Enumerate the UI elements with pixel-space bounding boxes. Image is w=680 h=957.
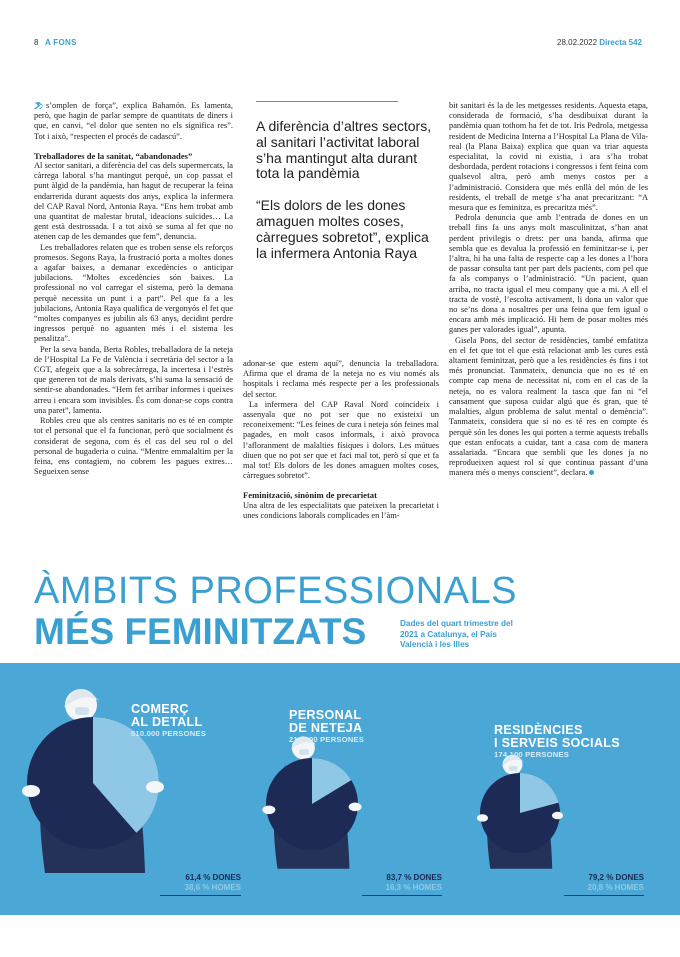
women-percentage: 83,7 % DONES [386, 873, 442, 882]
infographic-title-line-1: ÀMBITS PROFESSIONALS [34, 570, 517, 612]
sector-people: 219.600 PERSONES [289, 735, 364, 744]
sector-name: PERSONAL [289, 708, 362, 722]
sector-stats-cleaning [362, 873, 442, 896]
paragraph: Robles creu que als centres sanitaris no es té en compte tot el personal que el fa funcionar, però que socialment és considerat de segona, com és el cas del seu rol o del personal de bugaderia o cuina. “Mentre emmalaltim per la feina, ens contagiem, no cobrem les pagues extres… Segueixen sense [34, 416, 233, 477]
divider [160, 895, 241, 896]
men-percentage: 20,8 % HOMES [587, 883, 644, 892]
issue-date: 28.02.2022 [557, 38, 598, 47]
face-mask-icon [509, 766, 518, 771]
article-column-3 [449, 101, 648, 479]
paragraph: adonar-se que estem aquí”, denuncia la treballadora. Afirma que el drama de la neteja no es viu només als hospitals i reclama més respecte per a les professionals del sector. [243, 359, 439, 399]
article-column-1 [34, 101, 233, 477]
sector-name: RESIDÈNCIES [494, 723, 583, 737]
issue-brand: Directa 542 [599, 38, 642, 47]
sector-name: DE NETEJA [289, 721, 363, 735]
subheading: Feminització, sinònim de precarietat [243, 490, 377, 501]
sector-name: I SERVEIS SOCIALS [494, 736, 620, 750]
sector-name: COMERÇ [131, 702, 189, 716]
continuation-arrow-icon [34, 102, 43, 109]
page-header [34, 38, 642, 50]
sector-label-care [494, 724, 620, 760]
end-mark-icon [589, 470, 594, 475]
divider [564, 895, 644, 896]
hand-icon [146, 781, 164, 793]
paragraph-text: s’omplen de força”, explica Bahamón. Es lamenta, però, que hagin de parlar sempre de quantitats de diners i que, en canvi, “el dolor que senten no els significa res”. Tot i això, “respecten el procés de cadascú”. [34, 101, 233, 141]
paragraph: Les treballadores relaten que es troben sense els reforços promesos. Segons Raya, la frustració porta a moltes dones a agafar baixes, a demanar excedències o anticipar jubilacions. “Moltes excedències són baixes. La professional no vol carregar el sistema, però la demana perquè necessita un punt i a part”. Pel que fa a les jubilacions, Antonia Raya qualifica de vergonyós el fet que “moltes companyes es jubilin als 63 anys, decidint perdre ingressos perquè no aguanten més i el sistema les penalitza”. [34, 242, 233, 344]
sector-label-retail [131, 703, 206, 739]
hand-icon [349, 803, 362, 812]
men-percentage: 38,6 % HOMES [184, 883, 241, 892]
sector-stats-care [564, 873, 644, 896]
paragraph: bit sanitari és la de les metgesses residents. Aquesta etapa, considerada de formació, s’ha desdibuixat durant la pandèmia quan tothom ha fet de tot. Iris Pedrola, metgessa resident de Medicina Interna a l’Hospital La Plana de Vila-real (la Plana Baixa) explica que quan va triar aquesta especialitat, la covid ni existia, i ara s’ha trobat desbordada, perdent rotacions i congressos i fent feina com qualsevol altra, però amb menys costos per a l’administració. Considera que més enllà del món de les residents, el treball de metge s’ha anat precaritzant: “A mesura que es feminitza, es precaritza més”. [449, 101, 648, 213]
paragraph-text: Gisela Pons, del sector de residències, també emfatitza en el fet que tot el que està relacionat amb les cures està altament feminitzat, però que a les residències és fins i tot més pronunciat. Tanmateix, denuncia que no es té en compte cap mena de necessitat ni, com en el cas de la neteja, no es valora realment la tasca que fan ni “el cansament que suposa cuidar algú que és gran, que té malalties, algun problema de salut mental o demència”. Tanmateix, considera que si no es té res en compte és perquè són les dones les qui porten a terme aquests treballs que estan enfocats a cuidar, tant a casa com de manera assalariada. “Encara que sembli que les dones ja no reprodueixen aquest rol sí que continua passant d’una manera més o menys conscient”, declara. [449, 335, 648, 478]
hand-icon [552, 812, 563, 819]
paragraph: Per la seva banda, Berta Robles, treballadora de la neteja de l’Hospital La Fe de València i secretària del sector a la CGT, afegeix que a la sobrecàrrega, la incertesa i l’estrès que generen tot de mals derivats, s’hi suma la sensació de sentir-se abandonades. “Hem fet arribar informes i queixes arreu i encara som invisibles. És com donar-se cops contra una paret”, lamenta. [34, 344, 233, 415]
pull-quote-1: A diferència d’altres sectors, al sanitari l’activitat laboral s’ha mantingut alta durant tota la pandèmia [256, 118, 432, 182]
sector-name: AL DETALL [131, 715, 203, 729]
section-name: A FONS [45, 38, 77, 47]
paragraph [449, 336, 648, 479]
hand-icon [477, 814, 488, 821]
men-percentage: 16,3 % HOMES [385, 883, 442, 892]
article-column-2 [243, 359, 439, 521]
divider [362, 895, 442, 896]
hand-icon [262, 805, 275, 814]
face-mask-icon [299, 749, 309, 755]
paragraph [34, 101, 233, 142]
face-mask-icon [75, 707, 89, 715]
subheading: Treballadores de la sanitat, “abandonades” [34, 150, 193, 161]
infographic-panel [0, 663, 680, 915]
paragraph: Pedrola denuncia que amb l’entrada de dones en un treball fins fa uns anys molt masculinitzat, s’han anat perdent privilegis o drets: per una banda, afirma que sembla que es devalua la professió en feminitzar-se i, per l’altra, hi ha una falta de respecte cap a les dones a l’hora de passar consulta tant per part dels pacients, com pel que fa als companys o l’administració. “Un pacient, quan arriba, no tracta igual el meu company que a mi. A ell el tracta de vostè, l’escolta activament, li dona un valor que no se’ns dona a nosaltres per una feina que fem igual o encara amb més implicació. Hi hem de posar moltes més ganes per valorades igual”, apunta. [449, 213, 648, 335]
sector-stats-retail [160, 873, 241, 896]
sector-people: 510.000 PERSONES [131, 729, 206, 738]
issue-info [557, 38, 642, 47]
women-percentage: 61,4 % DONES [185, 873, 241, 882]
sector-label-cleaning [289, 709, 364, 745]
paragraph: Una altra de les especialitats que pateixen la precarietat i unes condicions laborals complicades en l’àm- [243, 500, 439, 520]
divider [256, 101, 398, 102]
page-number: 8 [34, 38, 39, 47]
women-percentage: 79,2 % DONES [588, 873, 644, 882]
infographic-subtitle: Dades del quart trimestre del 2021 a Catalunya, el País Valencià i les Illes [400, 619, 513, 650]
pull-quote-2: “Els dolors de les dones amaguen moltes coses, càrregues sobretot”, explica la infermera Antonia Raya [256, 197, 429, 261]
infographic-title-line-2: MÉS FEMINITZATS [34, 611, 367, 652]
hand-icon [22, 785, 40, 797]
paragraph: Al sector sanitari, a diferència del cas dels supermercats, la càrrega laboral s’ha mantingut perquè, un cop passat el punt àlgid de la pandèmia, han hagut de recuperar la feina endarrerida durant aquests dos anys, explica la infermera del CAP Raval Nord, Antonia Raya. “Ens hem trobat amb una quantitat de malestar brutal, ideacions suïcides… La gent està destrossada. I a tot això se suma al fet que no atenen cap de les demandes que fem”, denuncia. [34, 161, 233, 242]
paragraph: La infermera del CAP Raval Nord coincideix i assenyala que no pot ser que no existeixi un reconeixement: “Les feines de cura i neteja són feines mal pagades, en molt casos informals, i això provoca l’afloranment de malalties físiques i dolors. Les mútues diuen que no pot ser que et faci mal tot, però sí que et fa mal tot! Els dolors de les dones amaguen moltes coses, càrregues sobretot”. [243, 399, 439, 481]
pull-quotes [256, 101, 434, 261]
sector-people: 174.100 PERSONES [494, 750, 569, 759]
